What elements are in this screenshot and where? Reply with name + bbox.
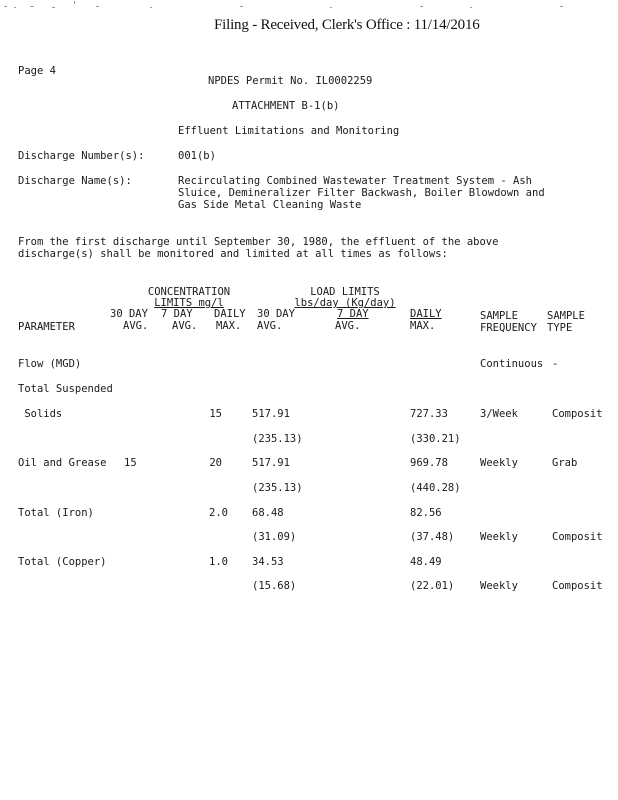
parameter-cell: Oil and Grease [18, 457, 107, 469]
conc-7-day-header-sub: AVG. [172, 320, 198, 332]
load-7-day-header-sub: AVG. [335, 320, 361, 332]
sample-frequency-cell: Weekly [480, 457, 518, 469]
intro-line: discharge(s) shall be monitored and limited at all times as follows: [18, 248, 448, 260]
discharge-name-line: Recirculating Combined Wastewater Treatment System - Ash [178, 175, 533, 187]
load-30-day-cell: 68.48 [252, 507, 284, 519]
page-label: Page 4 [18, 65, 56, 77]
discharge-number-label: Discharge Number(s): [18, 150, 145, 162]
sample-frequency-header: SAMPLE [480, 310, 518, 322]
conc-daily-header: DAILY [214, 308, 246, 320]
parameter-cell: Flow (MGD) [18, 358, 82, 370]
conc-daily-header-sub: MAX. [216, 320, 242, 332]
intro-line: From the first discharge until September 30, 1980, the effluent of the above [18, 236, 499, 248]
conc-30-day-cell: 15 [124, 457, 137, 469]
sample-type-header-sub: TYPE [547, 322, 573, 334]
load-daily-max-cell: 48.49 [410, 556, 442, 568]
load-daily-max-cell: 82.56 [410, 507, 442, 519]
load-7-day-header: 7 DAY [337, 308, 369, 320]
load-30-day-kg-cell: (235.13) [252, 482, 303, 494]
discharge-number-value: 001(b) [178, 150, 216, 162]
load-daily-header: DAILY [410, 308, 442, 320]
sample-type-header: SAMPLE [547, 310, 585, 322]
discharge-name-line: Sluice, Demineralizer Filter Backwash, Boiler Blowdown and [178, 187, 545, 199]
load-daily-header-sub: MAX. [410, 320, 436, 332]
conc-daily-max-cell: 2.0 [209, 507, 228, 519]
load-30-day-cell: 517.91 [252, 408, 290, 420]
sample-type-cell: Grab [552, 457, 578, 469]
conc-daily-max-cell: 15 [209, 408, 222, 420]
concentration-header: CONCENTRATION [147, 286, 231, 298]
sample-frequency-cell: 3/Week [480, 408, 518, 420]
load-units-header: lbs/day (Kg/day) [294, 297, 396, 309]
load-30-day-kg-cell: (235.13) [252, 433, 303, 445]
load-30-day-kg-cell: (31.09) [252, 531, 297, 543]
conc-daily-max-cell: 20 [209, 457, 222, 469]
conc-30-day-header: 30 DAY [110, 308, 148, 320]
parameter-header: PARAMETER [18, 321, 75, 333]
load-30-day-cell: 34.53 [252, 556, 284, 568]
load-daily-max-kg-cell: (37.48) [410, 531, 455, 543]
parameter-cell: Total Suspended [18, 383, 113, 395]
discharge-name-line: Gas Side Metal Cleaning Waste [178, 199, 362, 211]
attachment-title: ATTACHMENT B-1(b) [232, 100, 340, 112]
load-daily-max-cell: 969.78 [410, 457, 448, 469]
permit-number: NPDES Permit No. IL0002259 [208, 75, 373, 87]
conc-30-day-header-sub: AVG. [123, 320, 149, 332]
discharge-name-label: Discharge Name(s): [18, 175, 132, 187]
load-30-day-kg-cell: (15.68) [252, 580, 297, 592]
conc-daily-max-cell: 1.0 [209, 556, 228, 568]
sample-frequency-cell: Weekly [480, 580, 518, 592]
parameter-cell: Total (Copper) [18, 556, 107, 568]
load-30-day-header-sub: AVG. [257, 320, 283, 332]
concentration-units-header: LIMITS mg/l [154, 297, 224, 309]
sample-frequency-cell: Weekly [480, 531, 518, 543]
parameter-cell: Solids [18, 408, 63, 420]
sample-type-cell: - [552, 358, 559, 370]
sample-type-cell: Composit [552, 580, 603, 592]
conc-7-day-header: 7 DAY [161, 308, 193, 320]
load-30-day-header: 30 DAY [257, 308, 295, 320]
load-header: LOAD LIMITS [310, 286, 380, 298]
sample-type-cell: Composit [552, 531, 603, 543]
scan-specks [0, 0, 618, 10]
parameter-cell: Total (Iron) [18, 507, 94, 519]
load-daily-max-kg-cell: (440.28) [410, 482, 461, 494]
load-30-day-cell: 517.91 [252, 457, 290, 469]
sample-frequency-cell: Continuous [480, 358, 544, 370]
filing-stamp: Filing - Received, Clerk's Office : 11/14/2016 [214, 17, 480, 33]
sample-type-cell: Composit [552, 408, 603, 420]
load-daily-max-kg-cell: (22.01) [410, 580, 455, 592]
load-daily-max-cell: 727.33 [410, 408, 448, 420]
load-daily-max-kg-cell: (330.21) [410, 433, 461, 445]
sample-frequency-header-sub: FREQUENCY [480, 322, 537, 334]
document-subtitle: Effluent Limitations and Monitoring [178, 125, 400, 137]
